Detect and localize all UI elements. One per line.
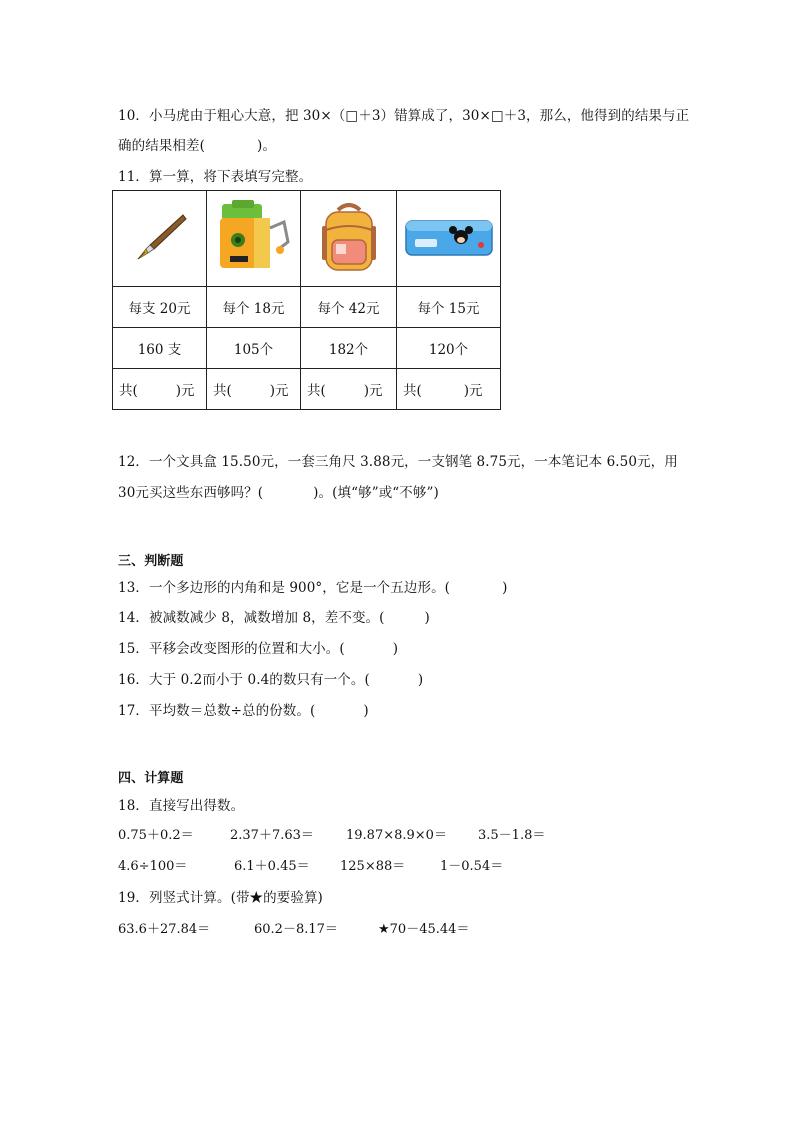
- q11-title: 11．算一算，将下表填写完整。: [118, 169, 313, 185]
- q10-text: 确的结果相差(: [118, 138, 205, 154]
- pencil-sharpener-cell: [207, 191, 301, 287]
- q18-expr: 125×88＝: [340, 859, 406, 874]
- q17: [118, 699, 369, 719]
- q17-close: ): [363, 703, 369, 719]
- total-suffix: )元: [175, 383, 195, 399]
- section4-title: 四、计算题: [118, 771, 184, 786]
- count-cell: 120个: [397, 328, 501, 369]
- pencil-sharpener-icon: [214, 198, 294, 276]
- count-cell: 182个: [301, 328, 397, 369]
- q19-title: 19．列竖式计算。(带★的要验算): [118, 890, 323, 906]
- q13-close: ): [502, 580, 508, 596]
- price-cell: 每个 42元: [301, 287, 397, 328]
- q14-text: 14．被减数减少 8，减数增加 8，差不变。(: [118, 610, 385, 626]
- q19-expr: ★70－45.44＝: [378, 922, 470, 937]
- q12-text: 30元买这些东西够吗？(: [118, 485, 264, 501]
- q19-expr: 60.2－8.17＝: [254, 922, 338, 937]
- total-prefix: 共(: [403, 383, 422, 399]
- goods-table: [112, 190, 501, 410]
- q18-expr: 6.1＋0.45＝: [234, 859, 310, 874]
- fountain-pen-cell: [113, 191, 207, 287]
- price-cell: 每个 18元: [207, 287, 301, 328]
- total-cell[interactable]: [397, 369, 501, 410]
- q19-expr: 63.6＋27.84＝: [118, 922, 211, 937]
- q18-expr: 1－0.54＝: [440, 859, 504, 874]
- section3-title: 三、判断题: [118, 554, 184, 569]
- q14-close: ): [424, 610, 430, 626]
- q10-text-end: )。: [256, 138, 276, 154]
- q18-title: 18．直接写出得数。: [118, 798, 245, 814]
- pencil-case-icon: [403, 215, 495, 259]
- q15: [118, 637, 398, 657]
- q13: [118, 576, 507, 596]
- pencil-case-cell: [397, 191, 501, 287]
- q18-expr: 2.37＋7.63＝: [230, 828, 314, 843]
- price-cell: 每支 20元: [113, 287, 207, 328]
- q16: [118, 668, 423, 688]
- total-suffix: )元: [463, 383, 483, 399]
- total-suffix: )元: [269, 383, 289, 399]
- q17-text: 17．平均数＝总数÷总的份数。(: [118, 703, 316, 719]
- total-cell[interactable]: [113, 369, 207, 410]
- q12-line2: [118, 481, 439, 501]
- q10-line2: [118, 134, 276, 154]
- q16-text: 16．大于 0.2而小于 0.4的数只有一个。(: [118, 672, 370, 688]
- q15-text: 15．平移会改变图形的位置和大小。(: [118, 641, 345, 657]
- total-prefix: 共(: [307, 383, 326, 399]
- q18-expr: 4.6÷100＝: [118, 859, 188, 874]
- q18-expr: 0.75＋0.2＝: [118, 828, 194, 843]
- total-cell[interactable]: [207, 369, 301, 410]
- backpack-cell: [301, 191, 397, 287]
- q13-text: 13．一个多边形的内角和是 900°，它是一个五边形。(: [118, 580, 451, 596]
- total-prefix: 共(: [119, 383, 138, 399]
- q18-expr: 19.87×8.9×0＝: [346, 828, 447, 843]
- q18-expr: 3.5－1.8＝: [478, 828, 546, 843]
- q12-text-end: )。(填“够”或“不够”): [313, 485, 439, 501]
- q16-close: ): [417, 672, 424, 688]
- count-cell: 160 支: [113, 328, 207, 369]
- price-cell: 每个 15元: [397, 287, 501, 328]
- q10-line1: 10．小马虎由于粗心大意，把 30×（□＋3）错算成了，30×□＋3，那么，他得到的结果与正: [118, 108, 690, 124]
- fountain-pen-icon: [130, 209, 190, 264]
- total-suffix: )元: [363, 383, 383, 399]
- q14: [118, 606, 430, 626]
- total-prefix: 共(: [213, 383, 232, 399]
- total-cell[interactable]: [301, 369, 397, 410]
- count-cell: 105个: [207, 328, 301, 369]
- q15-close: ): [392, 641, 399, 657]
- backpack-icon: [318, 200, 380, 274]
- q12-line1: 12．一个文具盒 15.50元，一套三角尺 3.88元，一支钢笔 8.75元，一本笔记本 6.50元，用: [118, 454, 678, 470]
